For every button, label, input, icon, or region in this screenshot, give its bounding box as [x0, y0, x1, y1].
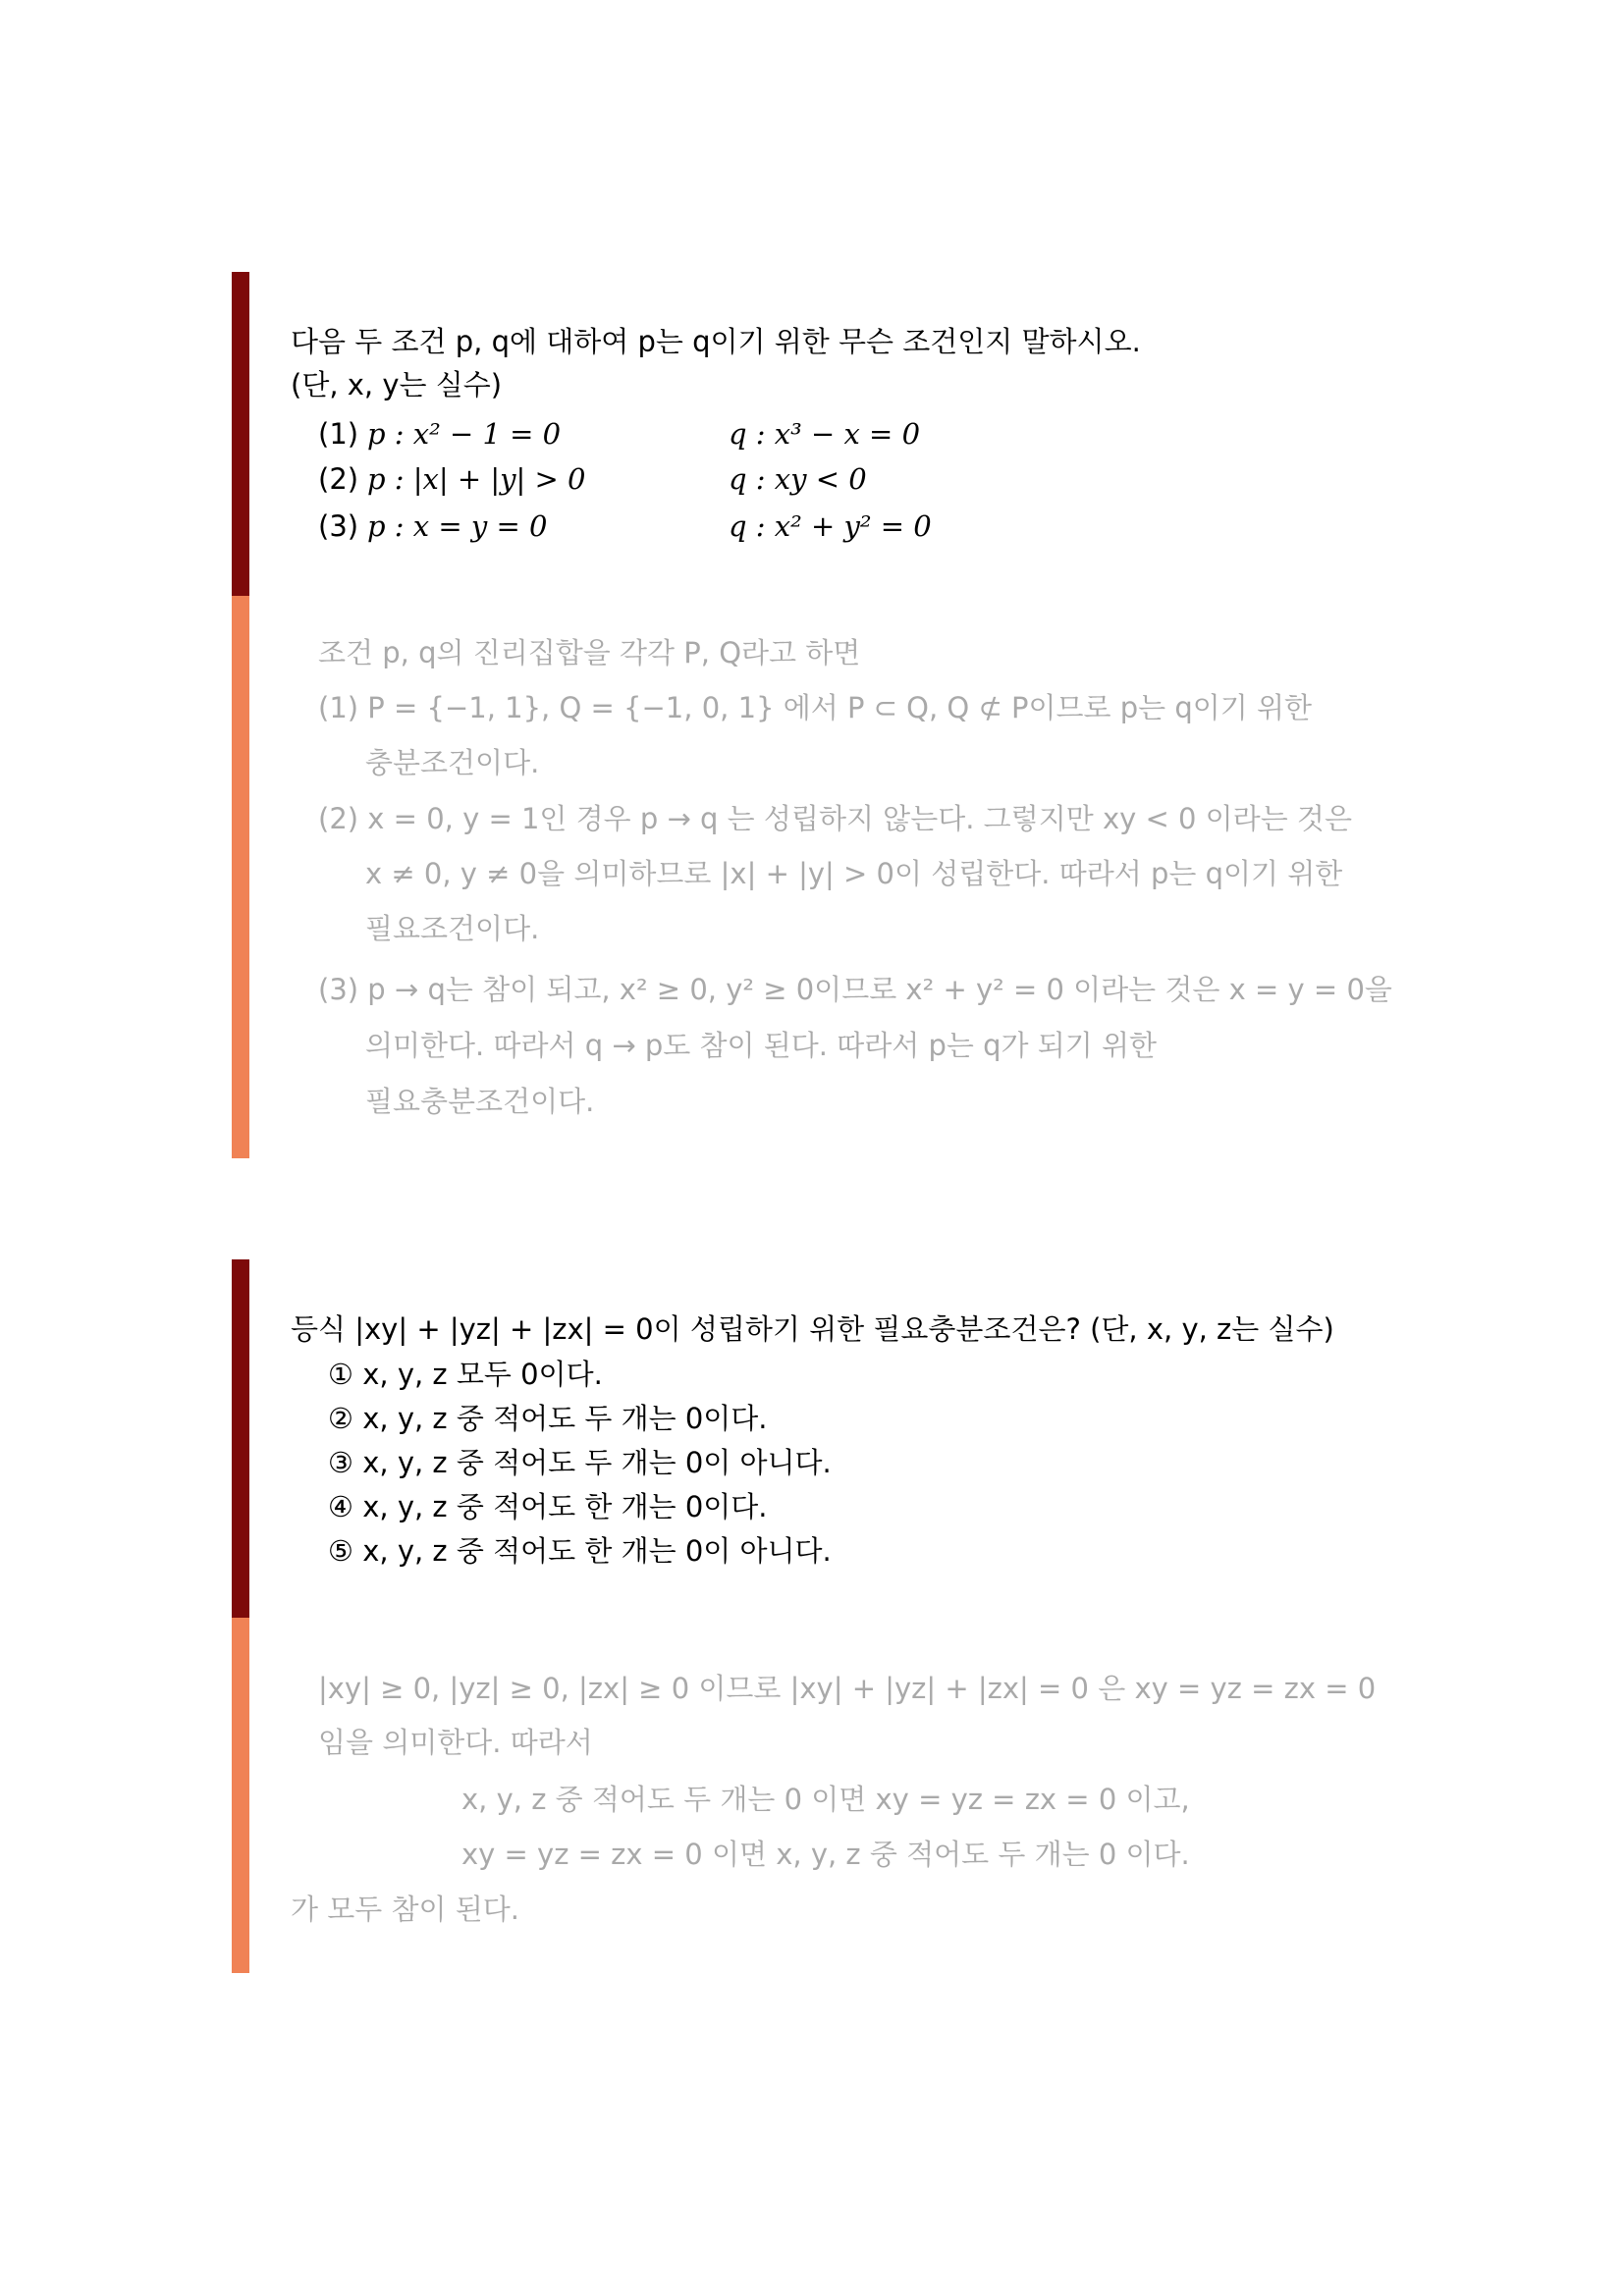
problem1-item-3-q: q : x² + y² = 0	[729, 509, 932, 543]
problem1-item-1-p: p : x² − 1 = 0	[367, 417, 562, 451]
problem1-item-2-label: (2)	[318, 462, 359, 496]
solution1-line-6: 필요조건이다.	[365, 912, 540, 945]
problem1-item-2-q: q : xy < 0	[729, 462, 867, 496]
solution2-line-1: |xy| ≥ 0, |yz| ≥ 0, |zx| ≥ 0 이므로 |xy| + |yz| + |zx| = 0 은 xy = yz = zx = 0	[318, 1672, 1377, 1705]
problem2-choice-4: ④ x, y, z 중 적어도 한 개는 0이다.	[328, 1490, 768, 1523]
solution1-line-3: 충분조건이다.	[365, 746, 540, 779]
problem2-bar	[232, 1259, 249, 1618]
solution1-line-5: x ≠ 0, y ≠ 0을 의미하므로 |x| + |y| > 0이 성립한다. 따라서 p는 q이기 위한	[365, 857, 1343, 890]
problem1-item-3-p: p : x = y = 0	[367, 509, 548, 543]
problem1-note: (단, x, y는 실수)	[291, 368, 503, 401]
solution2-line-5: 가 모두 참이 된다.	[291, 1893, 519, 1926]
solution1-line-4: (2) x = 0, y = 1인 경우 p → q 는 성립하지 않는다. 그렇지만 xy < 0 이라는 것은	[318, 802, 1352, 835]
problem1-item-1-label: (1)	[318, 417, 359, 451]
problem2-choice-3: ③ x, y, z 중 적어도 두 개는 0이 아니다.	[328, 1446, 832, 1479]
solution1-line-9: 필요충분조건이다.	[365, 1085, 595, 1118]
problem1-item-3-label: (3)	[318, 509, 359, 543]
problem2-question: 등식 |xy| + |yz| + |zx| = 0이 성립하기 위한 필요충분조건은? (단, x, y, z는 실수)	[291, 1312, 1334, 1346]
problem2-choice-1: ① x, y, z 모두 0이다.	[328, 1358, 603, 1391]
solution1-line-7: (3) p → q는 참이 되고, x² ≥ 0, y² ≥ 0이므로 x² + y² = 0 이라는 것은 x = y = 0을	[318, 973, 1392, 1006]
problem1-bar	[232, 272, 249, 596]
solution2-line-4: xy = yz = zx = 0 이면 x, y, z 중 적어도 두 개는 0 이다.	[461, 1838, 1190, 1871]
solution1-line-2: (1) P = {−1, 1}, Q = {−1, 0, 1} 에서 P ⊂ Q, Q ⊄ P이므로 p는 q이기 위한	[318, 691, 1313, 724]
problem2-choice-2: ② x, y, z 중 적어도 두 개는 0이다.	[328, 1402, 768, 1435]
problem2-choice-5: ⑤ x, y, z 중 적어도 한 개는 0이 아니다.	[328, 1534, 832, 1568]
solution2-bar	[232, 1618, 249, 1973]
solution1-line-1: 조건 p, q의 진리집합을 각각 P, Q라고 하면	[318, 636, 861, 669]
problem1-item-1-q: q : x³ − x = 0	[729, 417, 921, 451]
problem1-item-2-p: p : |x| + |y| > 0	[367, 462, 586, 496]
solution2-line-3: x, y, z 중 적어도 두 개는 0 이면 xy = yz = zx = 0 이고,	[461, 1783, 1190, 1816]
solution1-line-8: 의미한다. 따라서 q → p도 참이 된다. 따라서 p는 q가 되기 위한	[365, 1029, 1158, 1062]
solution1-bar	[232, 596, 249, 1158]
solution2-line-2: 임을 의미한다. 따라서	[318, 1726, 593, 1759]
problem1-question: 다음 두 조건 p, q에 대하여 p는 q이기 위한 무슨 조건인지 말하시오.	[291, 325, 1141, 358]
